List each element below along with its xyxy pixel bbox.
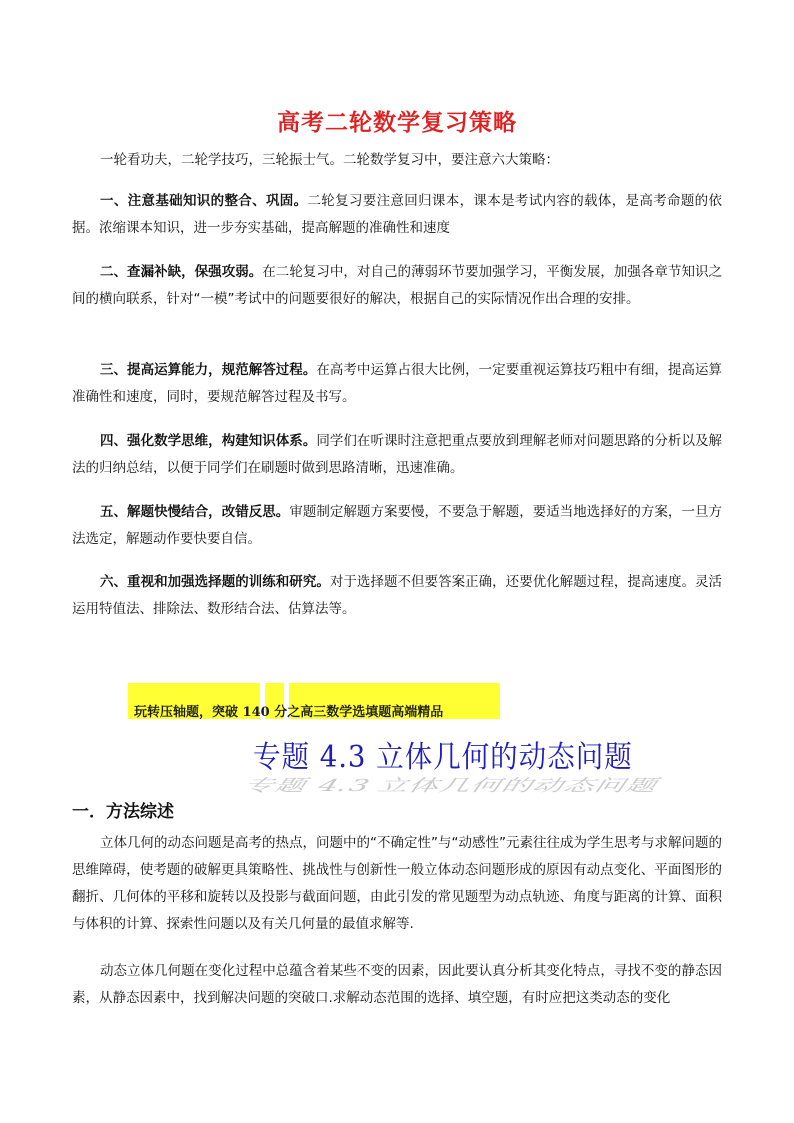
method-paragraph-1: 立体几何的动态问题是高考的热点，问题中的“不确定性”与“动感性”元素往往成为学生思考与求解问题的思维障碍，使考题的破解更具策略性、挑战性与创新性一般立体动态问题形成的原因有动点变化、平面图形的翻折、几何体的平移和旋转以及投影与截面问题，由此引发的常见题型为动点轨迹、角度与距离的计算、面积与体积的计算、探索性问题以及有关几何量的最值求解等.: [72, 835, 722, 932]
strategy-6-body: 对于选择题不但要答案正确，还要优化解题过程，提高速度。灵活运用特值法、排除法、数形结合法、估算法等。: [72, 574, 723, 617]
strategy-2: [72, 259, 722, 313]
banner-text: 玩转压轴题，突破 140 分之高三数学选填题高端精品: [134, 705, 444, 720]
strategy-4-body: 同学们在听课时注意把重点要放到理解老师对问题思路的分析以及解法的归纳总结，以便于同学们在刷题时做到思路清晰，迅速准确。: [72, 433, 723, 476]
page-title: 高考二轮数学复习策略: [277, 110, 517, 136]
strategy-5: [72, 499, 722, 553]
strategy-1-heading: 一、注意基础知识的整合、巩固。: [100, 193, 308, 209]
strategy-1: [72, 188, 722, 242]
strategy-5-heading: 五、解题快慢结合，改错反思。: [100, 504, 290, 520]
strategy-1-body: 二轮复习要注意回归课本，课本是考试内容的载体，是高考命题的依据。浓缩课本知识，进一步夯实基础，提高解题的准确性和速度: [72, 193, 723, 236]
intro-paragraph: 一轮看功夫，二轮学技巧，三轮振士气。二轮数学复习中，要注意六大策略：: [100, 152, 559, 168]
topic-heading-shadow: 专题 4.3 立体几何的动态问题: [239, 776, 666, 796]
strategy-4-heading: 四、强化数学思维，构建知识体系。: [100, 433, 317, 449]
strategy-3: [72, 357, 722, 411]
strategy-3-body: 在高考中运算占很大比例，一定要重视运算技巧粗中有细，提高运算准确性和速度，同时，要规范解答过程及书写。: [72, 362, 723, 405]
method-paragraph-2: 动态立体几何题在变化过程中总蕴含着某些不变的因素，因此要认真分析其变化特点，寻找不变的静态因素，从静态因素中，找到解决问题的突破口.求解动态范围的选择、填空题，有时应把这类动态的变化: [72, 963, 722, 1006]
strategy-6-heading: 六、重视和加强选择题的训练和研究。: [100, 574, 330, 590]
strategy-6: [72, 569, 722, 623]
strategy-2-heading: 二、查漏补缺，保强攻弱。: [100, 264, 263, 280]
strategy-5-body: 审题制定解题方案要慢，不要急于解题，要适当地选择好的方案，一旦方法选定，解题动作要快要自信。: [72, 504, 723, 547]
strategy-2-body: 在二轮复习中，对自己的薄弱环节要加强学习，平衡发展，加强各章节知识之间的横向联系，针对“一模”考试中的问题要很好的解决，根据自己的实际情况作出合理的安排。: [72, 264, 723, 307]
strategy-4: [72, 428, 722, 482]
topic-heading-text: 专题 4.3 立体几何的动态问题: [253, 740, 633, 775]
topic-heading: [225, 730, 666, 796]
section-heading: 一．方法综述: [72, 802, 174, 822]
strategy-3-heading: 三、提高运算能力，规范解答过程。: [100, 362, 317, 378]
